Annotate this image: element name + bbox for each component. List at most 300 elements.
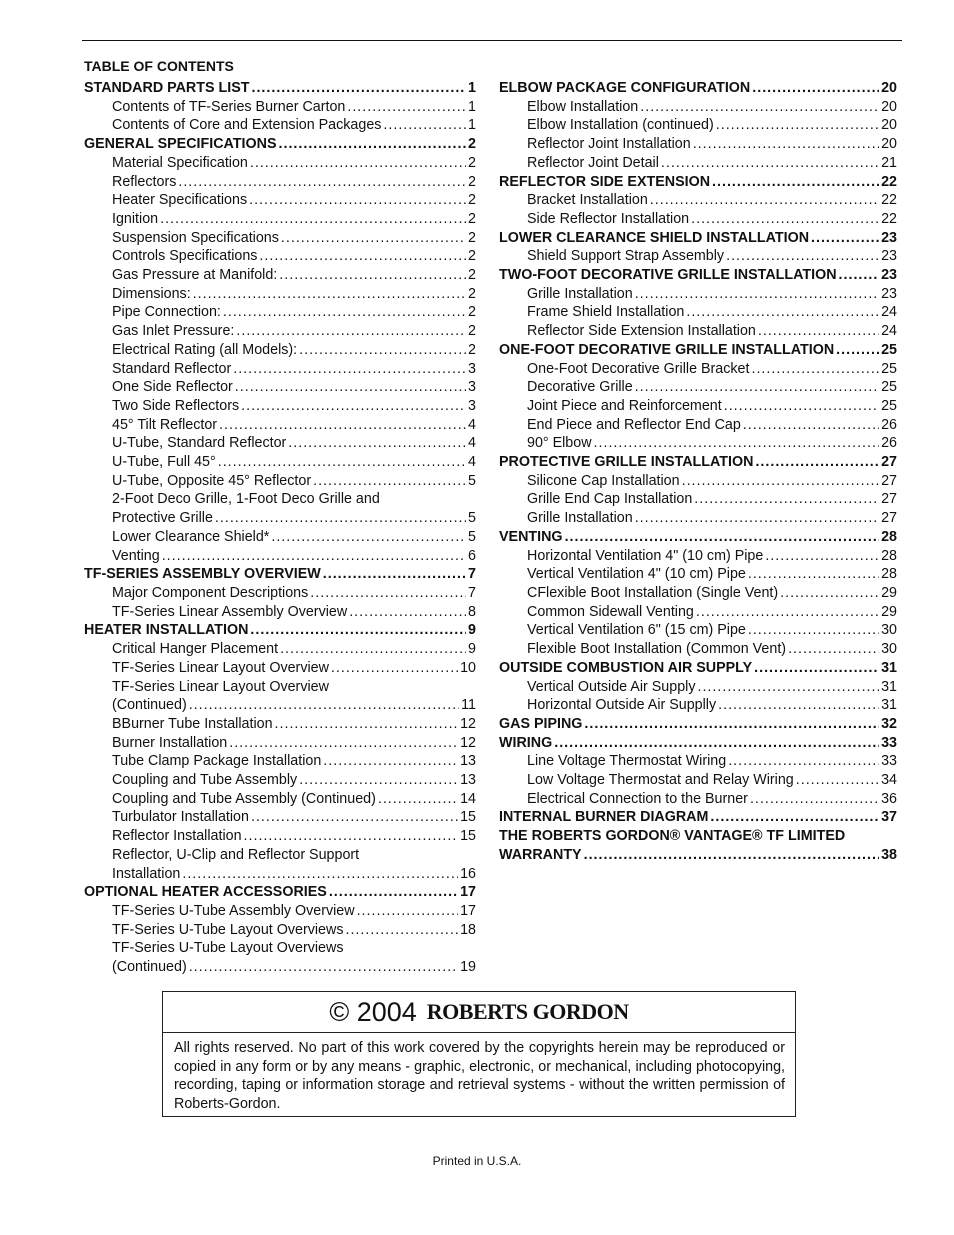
toc-entry-title: Side Reflector Installation <box>527 210 690 227</box>
toc-entry-title: Horizontal Outside Air Supplly <box>527 697 717 714</box>
toc-entry-title: (Continued) <box>112 697 187 714</box>
toc-entry-title: Protective Grille <box>112 510 213 527</box>
toc-entry-title: REFLECTOR SIDE EXTENSION <box>499 173 711 190</box>
toc-entry-title: Reflector Side Extension Installation <box>527 323 756 340</box>
toc-entry-title: Tube Clamp Package Installation <box>112 753 322 770</box>
toc-dot-leader <box>299 341 466 360</box>
toc-entry-title: TF-Series U-Tube Layout Overviews <box>112 921 344 938</box>
toc-sub-entry[interactable] <box>84 154 476 173</box>
toc-dot-leader <box>726 247 879 266</box>
toc-entry-title: Reflector Joint Detail <box>527 154 659 171</box>
toc-entry-title: Electrical Rating (all Models): <box>112 341 298 358</box>
toc-entry-title: TF-Series U-Tube Layout Overviews <box>112 940 344 957</box>
toc-page-number: 22 <box>881 210 897 227</box>
toc-section-entry[interactable] <box>499 453 897 472</box>
toc-entry-title: Reflector Installation <box>112 828 242 845</box>
toc-entry-title: Coupling and Tube Assembly (Continued) <box>112 790 376 807</box>
toc-dot-leader <box>241 397 466 416</box>
toc-sub-entry[interactable] <box>84 808 476 827</box>
toc-sub-entry[interactable] <box>84 640 476 659</box>
toc-entry-title: Shield Support Strap Assembly <box>527 248 725 265</box>
copyright-header <box>163 992 795 1033</box>
toc-sub-entry[interactable] <box>499 790 897 809</box>
toc-dot-leader <box>686 303 879 322</box>
toc-page-number: 17 <box>460 884 476 901</box>
toc-dot-leader <box>233 360 466 379</box>
toc-sub-entry[interactable] <box>499 696 897 715</box>
toc-page-number: 2 <box>468 341 476 358</box>
toc-entry-title: Grille End Cap Installation <box>527 491 693 508</box>
toc-entry-title: ELBOW PACKAGE CONFIGURATION <box>499 80 751 96</box>
toc-sub-entry[interactable] <box>84 584 476 603</box>
toc-sub-entry[interactable] <box>499 547 897 566</box>
toc-section-entry[interactable] <box>499 659 897 678</box>
toc-sub-entry[interactable] <box>84 921 476 940</box>
toc-page-number: 5 <box>468 528 476 545</box>
toc-page-number: 28 <box>881 528 897 545</box>
toc-sub-entry[interactable] <box>499 603 897 622</box>
copyright-year: © 2004 <box>329 996 417 1027</box>
toc-page-number: 1 <box>468 80 476 96</box>
toc-entry-title: Ignition <box>112 210 159 227</box>
toc-sub-entry[interactable] <box>499 303 897 322</box>
toc-entry-title: Burner Installation <box>112 734 228 751</box>
toc-page-number: 27 <box>881 472 897 489</box>
toc-entry-title: TWO-FOOT DECORATIVE GRILLE INSTALLATION <box>499 267 837 284</box>
toc-sub-entry[interactable] <box>84 285 476 304</box>
toc-section-entry[interactable] <box>499 341 897 360</box>
toc-dot-leader <box>584 846 879 865</box>
toc-sub-entry[interactable] <box>499 752 897 771</box>
toc-page-number: 24 <box>881 304 897 321</box>
toc-page-number: 25 <box>881 341 897 358</box>
toc-dot-leader <box>223 303 466 322</box>
toc-dot-leader <box>383 116 466 135</box>
toc-entry-title: Heater Specifications <box>112 192 248 209</box>
toc-sub-entry[interactable] <box>84 322 476 341</box>
toc-entry-title: Joint Piece and Reinforcement <box>527 397 722 414</box>
toc-page-number: 20 <box>881 117 897 134</box>
toc-dot-leader <box>193 285 466 304</box>
toc-entry-title: One Side Reflector <box>112 379 233 396</box>
toc-sub-entry[interactable] <box>84 490 476 509</box>
toc-page-number: 1 <box>468 117 476 134</box>
toc-page-number: 30 <box>881 641 897 658</box>
toc-dot-leader <box>345 921 458 940</box>
toc-section-entry[interactable] <box>499 79 897 98</box>
toc-dot-leader <box>299 771 458 790</box>
toc-dot-leader <box>650 191 879 210</box>
toc-sub-entry[interactable] <box>84 341 476 360</box>
toc-dot-leader <box>275 715 459 734</box>
toc-entry-title: Contents of Core and Extension Packages <box>112 117 382 134</box>
toc-entry-title: Standard Reflector <box>112 360 232 377</box>
toc-page-number: 33 <box>881 753 897 770</box>
toc-entry-title: TF-Series Linear Layout Overview <box>112 678 329 695</box>
toc-dot-leader <box>718 696 879 715</box>
toc-dot-leader <box>219 416 466 435</box>
toc-page-number: 3 <box>468 397 476 414</box>
toc-entry-title: Flexible Boot Installation (Common Vent) <box>527 641 787 658</box>
toc-sub-entry[interactable] <box>84 397 476 416</box>
toc-entry-title: PROTECTIVE GRILLE INSTALLATION <box>499 454 754 471</box>
toc-page-number: 9 <box>468 622 476 639</box>
toc-page-number: 38 <box>881 846 897 863</box>
toc-entry-title: Grille Installation <box>527 285 633 302</box>
toc-dot-leader <box>728 752 879 771</box>
toc-entry-title: Elbow Installation <box>527 98 639 115</box>
toc-section-entry[interactable] <box>84 565 476 584</box>
toc-page-number: 12 <box>460 734 476 751</box>
toc-sub-entry[interactable] <box>84 865 476 884</box>
toc-entry-title: INTERNAL BURNER DIAGRAM <box>499 809 709 826</box>
toc-page-number: 34 <box>881 772 897 789</box>
toc-dot-leader <box>189 696 459 715</box>
toc-sub-entry[interactable] <box>84 659 476 678</box>
toc-dot-leader <box>251 808 458 827</box>
toc-sub-entry[interactable] <box>499 98 897 117</box>
toc-sub-entry[interactable] <box>84 902 476 921</box>
toc-entry-title: Gas Inlet Pressure: <box>112 323 235 340</box>
toc-sub-entry[interactable] <box>84 958 476 977</box>
toc-dot-leader <box>271 528 466 547</box>
toc-entry-title: TF-SERIES ASSEMBLY OVERVIEW <box>84 566 321 583</box>
toc-dot-leader <box>682 472 880 491</box>
toc-dot-leader <box>788 640 879 659</box>
toc-entry-title: GENERAL SPECIFICATIONS <box>84 136 277 153</box>
toc-page-number: 14 <box>460 790 476 807</box>
toc-entry-title: Coupling and Tube Assembly <box>112 772 298 789</box>
toc-entry-title: 90° Elbow <box>527 435 592 452</box>
toc-sub-entry[interactable] <box>84 509 476 528</box>
toc-dot-leader <box>755 453 879 472</box>
toc-entry-title: Two Side Reflectors <box>112 397 240 414</box>
toc-entry-title: TF-Series Linear Layout Overview <box>112 659 329 676</box>
toc-sub-entry[interactable] <box>84 939 476 958</box>
toc-sub-entry[interactable] <box>84 790 476 809</box>
toc-sub-entry[interactable] <box>499 135 897 154</box>
toc-entry-title: Installation <box>112 865 181 882</box>
toc-page-number: 24 <box>881 323 897 340</box>
toc-sub-entry[interactable] <box>84 472 476 491</box>
toc-dot-leader <box>178 173 466 192</box>
toc-page-number: 13 <box>460 772 476 789</box>
toc-page-number: 2 <box>468 304 476 321</box>
toc-page-number: 2 <box>468 285 476 302</box>
toc-dot-leader <box>710 808 879 827</box>
toc-dot-leader <box>331 659 458 678</box>
toc-sub-entry[interactable] <box>499 771 897 790</box>
toc-entry-title: 45° Tilt Reflector <box>112 416 218 433</box>
toc-sub-entry[interactable] <box>499 472 897 491</box>
toc-page-number: 2 <box>468 248 476 265</box>
toc-page-number: 31 <box>881 697 897 714</box>
toc-entry-title: Pipe Connection: <box>112 304 221 321</box>
toc-page-number: 20 <box>881 98 897 115</box>
toc-dot-leader <box>693 135 879 154</box>
toc-dot-leader <box>235 378 466 397</box>
toc-dot-leader <box>748 621 879 640</box>
toc-entry-title: U-Tube, Standard Reflector <box>112 435 287 452</box>
toc-entry-title: Critical Hanger Placement <box>112 641 279 658</box>
toc-sub-entry[interactable] <box>499 210 897 229</box>
brand-logo: ROBERTS GORDON <box>426 999 629 1024</box>
toc-dot-leader <box>811 229 879 248</box>
toc-page-number: 7 <box>468 566 476 583</box>
toc-dot-leader <box>661 154 879 173</box>
toc-dot-leader <box>281 229 466 248</box>
toc-page-number: 32 <box>881 715 897 732</box>
toc-page-number: 36 <box>881 790 897 807</box>
toc-sub-entry[interactable] <box>84 210 476 229</box>
toc-sub-entry[interactable] <box>84 266 476 285</box>
toc-dot-leader <box>347 98 466 117</box>
toc-entry-title: OPTIONAL HEATER ACCESSORIES <box>84 884 327 901</box>
toc-section-entry[interactable] <box>499 808 897 827</box>
toc-dot-leader <box>635 509 879 528</box>
toc-section-entry[interactable] <box>84 135 476 154</box>
toc-sub-entry[interactable] <box>84 696 476 715</box>
toc-dot-leader <box>229 734 458 753</box>
toc-entry-title: Horizontal Ventilation 4" (10 cm) Pipe <box>527 547 764 564</box>
toc-sub-entry[interactable] <box>84 360 476 379</box>
toc-entry-title: Controls Specifications <box>112 248 258 265</box>
toc-entry-title: CFlexible Boot Installation (Single Vent) <box>527 584 779 601</box>
toc-entry-title: (Continued) <box>112 959 187 976</box>
toc-entry-title: Electrical Connection to the Burner <box>527 790 748 807</box>
toc-page-number: 19 <box>460 959 476 976</box>
toc-page-number: 5 <box>468 510 476 527</box>
toc-entry-title: Major Component Descriptions <box>112 584 309 601</box>
toc-section-entry[interactable] <box>499 734 897 753</box>
toc-page-number: 4 <box>468 454 476 471</box>
toc-title: TABLE OF CONTENTS <box>84 58 234 74</box>
toc-entry-title: GAS PIPING <box>499 715 583 732</box>
toc-sub-entry[interactable] <box>84 734 476 753</box>
toc-dot-leader <box>554 734 879 753</box>
toc-sub-entry[interactable] <box>84 173 476 192</box>
toc-dot-leader <box>584 715 879 734</box>
toc-sub-entry[interactable] <box>84 416 476 435</box>
toc-entry-title: HEATER INSTALLATION <box>84 622 249 639</box>
toc-entry-title: Dimensions: <box>112 285 191 302</box>
toc-sub-entry[interactable] <box>84 827 476 846</box>
toc-page-number: 17 <box>460 902 476 919</box>
toc-entry-title: U-Tube, Opposite 45° Reflector <box>112 472 312 489</box>
toc-dot-leader <box>743 416 879 435</box>
toc-entry-title: ONE-FOOT DECORATIVE GRILLE INSTALLATION <box>499 341 835 358</box>
toc-dot-leader <box>640 98 879 117</box>
toc-sub-entry[interactable] <box>84 378 476 397</box>
toc-sub-entry[interactable] <box>84 303 476 322</box>
toc-page-number: 30 <box>881 622 897 639</box>
toc-page-number: 23 <box>881 248 897 265</box>
toc-page-number: 2 <box>468 267 476 284</box>
toc-dot-leader <box>694 490 879 509</box>
toc-sub-entry[interactable] <box>499 116 897 135</box>
toc-sub-entry[interactable] <box>84 771 476 790</box>
toc-page-number: 27 <box>881 491 897 508</box>
printed-in-footer: Printed in U.S.A. <box>432 1154 522 1168</box>
toc-entry-title: Vertical Ventilation 6" (15 cm) Pipe <box>527 622 746 639</box>
toc-entry-title: Silicone Cap Installation <box>527 472 680 489</box>
toc-dot-leader <box>754 659 879 678</box>
toc-sub-entry[interactable] <box>499 490 897 509</box>
toc-sub-entry[interactable] <box>499 678 897 697</box>
toc-dot-leader <box>836 341 879 360</box>
toc-dot-leader <box>758 322 879 341</box>
toc-dot-leader <box>635 378 879 397</box>
toc-section-entry[interactable] <box>499 173 897 192</box>
toc-sub-entry[interactable] <box>499 322 897 341</box>
toc-page-number: 29 <box>881 584 897 601</box>
toc-page-number: 28 <box>881 566 897 583</box>
toc-sub-entry[interactable] <box>84 715 476 734</box>
toc-dot-leader <box>329 883 458 902</box>
toc-sub-entry[interactable] <box>499 154 897 173</box>
toc-sub-entry[interactable] <box>84 116 476 135</box>
toc-sub-entry[interactable] <box>499 285 897 304</box>
toc-page-number: 25 <box>881 360 897 377</box>
toc-page-number: 7 <box>468 584 476 601</box>
toc-dot-leader <box>323 565 466 584</box>
toc-section-entry[interactable] <box>499 266 897 285</box>
toc-page-number: 23 <box>881 285 897 302</box>
toc-sub-entry[interactable] <box>84 191 476 210</box>
toc-page-number: 26 <box>881 435 897 452</box>
toc-page-number: 11 <box>461 697 476 714</box>
toc-page-number: 3 <box>468 360 476 377</box>
toc-dot-leader <box>249 191 466 210</box>
toc-dot-leader <box>182 865 458 884</box>
toc-page-number: 29 <box>881 603 897 620</box>
toc-sub-entry[interactable] <box>499 378 897 397</box>
toc-page-number: 31 <box>881 678 897 695</box>
toc-page-number: 5 <box>468 472 476 489</box>
toc-dot-leader <box>236 322 466 341</box>
toc-entry-title: 2-Foot Deco Grille, 1-Foot Deco Grille and <box>112 491 380 508</box>
toc-entry-title: End Piece and Reflector End Cap <box>527 416 741 433</box>
toc-sub-entry[interactable] <box>84 98 476 117</box>
toc-entry-title: LOWER CLEARANCE SHIELD INSTALLATION <box>499 229 810 246</box>
toc-sub-entry[interactable] <box>84 603 476 622</box>
toc-section-entry[interactable] <box>84 883 476 902</box>
toc-dot-leader <box>716 116 879 135</box>
toc-sub-entry[interactable] <box>499 247 897 266</box>
toc-section-entry[interactable] <box>84 621 476 640</box>
toc-entry-title: Reflector, U-Clip and Reflector Support <box>112 846 360 863</box>
toc-dot-leader <box>565 528 880 547</box>
toc-page-number: 22 <box>881 192 897 209</box>
toc-page-number: 3 <box>468 379 476 396</box>
toc-sub-entry[interactable] <box>499 191 897 210</box>
toc-section-entry[interactable] <box>499 827 897 846</box>
toc-sub-entry[interactable] <box>499 640 897 659</box>
toc-sub-entry[interactable] <box>84 846 476 865</box>
toc-sub-entry[interactable] <box>499 360 897 379</box>
toc-sub-entry[interactable] <box>499 565 897 584</box>
toc-sub-entry[interactable] <box>499 397 897 416</box>
toc-page-number: 28 <box>881 547 897 564</box>
toc-page-number: 31 <box>881 659 897 676</box>
toc-section-entry[interactable] <box>499 846 897 865</box>
toc-page-number: 15 <box>460 828 476 845</box>
toc-dot-leader <box>250 621 466 640</box>
toc-sub-entry[interactable] <box>84 678 476 697</box>
toc-page-number: 21 <box>881 154 897 171</box>
toc-dot-leader <box>751 360 879 379</box>
toc-page-number: 2 <box>468 192 476 209</box>
toc-page-number: 18 <box>460 921 476 938</box>
toc-entry-title: Line Voltage Thermostat Wiring <box>527 753 727 770</box>
toc-sub-entry[interactable] <box>84 434 476 453</box>
top-rule <box>82 40 902 41</box>
toc-page-number: 2 <box>468 210 476 227</box>
toc-entry-title: Contents of TF-Series Burner Carton <box>112 98 346 115</box>
toc-entry-title: One-Foot Decorative Grille Bracket <box>527 360 750 377</box>
toc-page-number: 13 <box>460 753 476 770</box>
toc-page-number: 27 <box>881 454 897 471</box>
toc-sub-entry[interactable] <box>499 621 897 640</box>
toc-sub-entry[interactable] <box>499 509 897 528</box>
toc-page-number: 2 <box>468 323 476 340</box>
toc-dot-leader <box>250 154 466 173</box>
toc-dot-leader <box>780 584 879 603</box>
toc-sub-entry[interactable] <box>499 584 897 603</box>
toc-dot-leader <box>244 827 459 846</box>
toc-section-entry[interactable] <box>499 528 897 547</box>
toc-dot-leader <box>635 285 879 304</box>
toc-section-entry[interactable] <box>499 715 897 734</box>
toc-dot-leader <box>279 266 466 285</box>
toc-page-number: 6 <box>468 547 476 564</box>
toc-page-number: 27 <box>881 510 897 527</box>
toc-entry-title: THE ROBERTS GORDON® VANTAGE® TF LIMITED <box>499 828 846 845</box>
toc-page-number: 2 <box>468 154 476 171</box>
toc-page-number: 25 <box>881 397 897 414</box>
toc-sub-entry[interactable] <box>84 528 476 547</box>
toc-section-entry[interactable] <box>84 79 476 98</box>
toc-entry-title: WARRANTY <box>499 846 582 863</box>
toc-sub-entry[interactable] <box>499 416 897 435</box>
toc-entry-title: Decorative Grille <box>527 379 633 396</box>
toc-dot-leader <box>349 603 466 622</box>
toc-sub-entry[interactable] <box>84 547 476 566</box>
toc-entry-title: STANDARD PARTS LIST <box>84 80 250 96</box>
toc-dot-leader <box>313 472 466 491</box>
toc-entry-title: Vertical Ventilation 4" (10 cm) Pipe <box>527 566 746 583</box>
toc-dot-leader <box>162 547 466 566</box>
toc-section-entry[interactable] <box>499 229 897 248</box>
toc-dot-leader <box>752 79 879 98</box>
toc-dot-leader <box>357 902 459 921</box>
toc-entry-title: Vertical Outside Air Supply <box>527 678 696 695</box>
toc-sub-entry[interactable] <box>84 453 476 472</box>
toc-dot-leader <box>323 752 458 771</box>
toc-sub-entry[interactable] <box>84 229 476 248</box>
toc-dot-leader <box>378 790 458 809</box>
toc-entry-title: Common Sidewall Venting <box>527 603 694 620</box>
toc-sub-entry[interactable] <box>499 434 897 453</box>
toc-sub-entry[interactable] <box>84 752 476 771</box>
toc-page-number: 33 <box>881 734 897 751</box>
toc-left-column <box>84 79 476 977</box>
toc-page-number: 9 <box>468 641 476 658</box>
toc-sub-entry[interactable] <box>84 247 476 266</box>
toc-page-number: 12 <box>460 715 476 732</box>
toc-entry-title: U-Tube, Full 45° <box>112 454 216 471</box>
toc-entry-title: BBurner Tube Installation <box>112 715 273 732</box>
